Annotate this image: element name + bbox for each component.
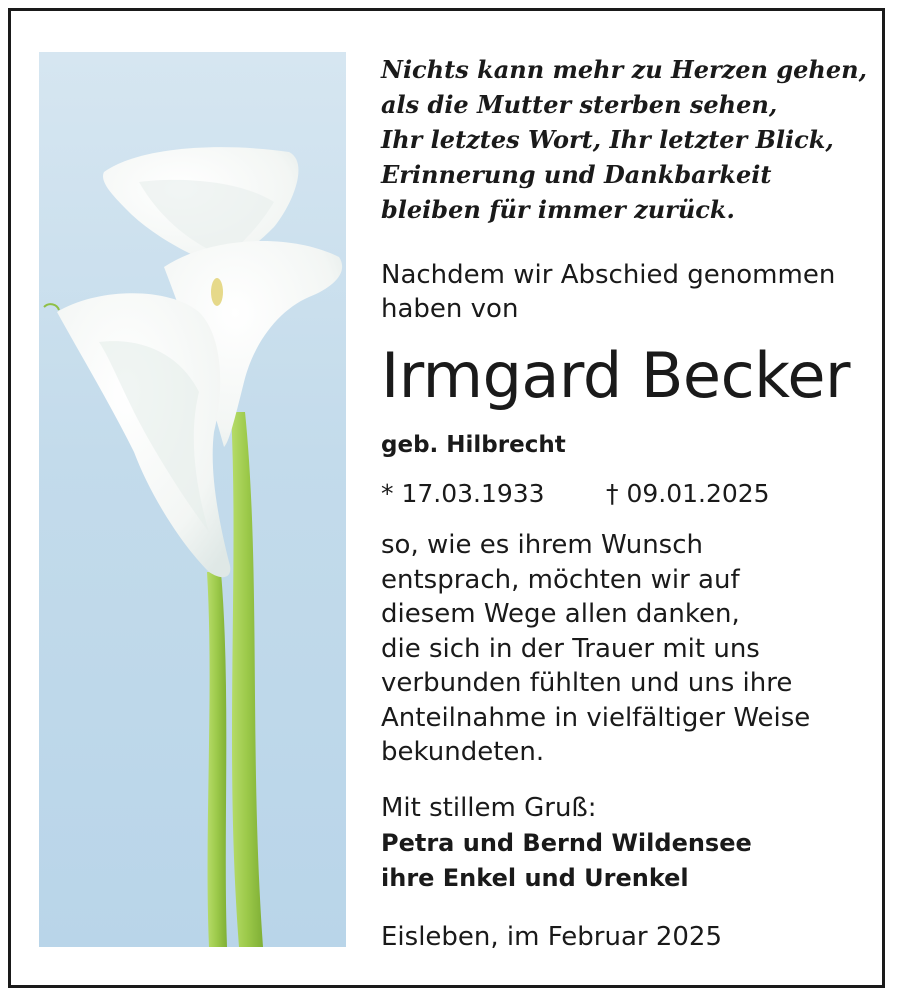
- signer-line: Petra und Bernd Wildensee: [381, 829, 752, 857]
- memorial-poem: Nichts kann mehr zu Herzen gehen, als die Mutter sterben sehen, Ihr letztes Wort, Ihr letzter Blick, Erinnerung und Dankbarkeit bleiben für immer zurück.: [381, 55, 867, 224]
- deceased-name: Irmgard Becker: [381, 339, 850, 412]
- signers: [381, 826, 869, 896]
- calla-lily-image: [39, 52, 346, 947]
- place-date: Eisleben, im Februar 2025: [381, 922, 722, 952]
- thanks-text: so, wie es ihrem Wunsch entsprach, möchten wir auf diesem Wege allen danken, die sich in der Trauer mit uns verbunden fühlten und uns ihre Anteilnahme in vielfältiger Weise bekundeten.: [381, 530, 811, 767]
- life-dates: [381, 476, 869, 512]
- intro-text: Nachdem wir Abschied genommen haben von: [381, 260, 836, 324]
- birth-date: * 17.03.1933: [381, 479, 545, 508]
- death-date: † 09.01.2025: [606, 479, 770, 508]
- signer-line: ihre Enkel und Urenkel: [381, 864, 689, 892]
- maiden-name: geb. Hilbrecht: [381, 432, 566, 458]
- greeting: Mit stillem Gruß:: [381, 793, 597, 823]
